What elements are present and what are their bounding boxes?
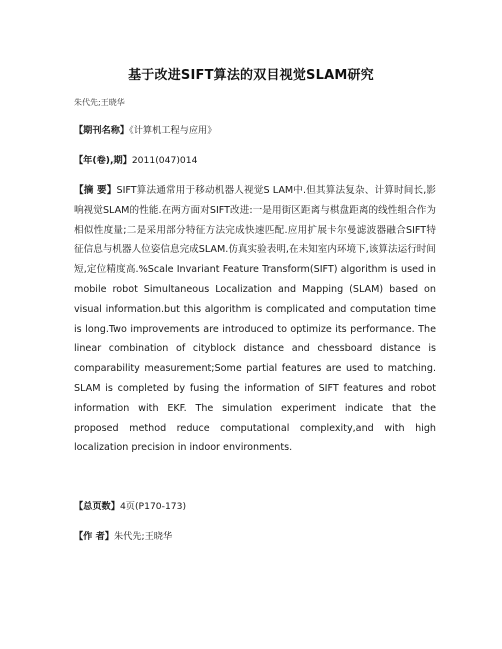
issue-value: 2011(047)014 [131,155,198,166]
author-field [74,527,436,547]
issue-label: 【年(卷),期】 [74,155,132,166]
issue-field [74,151,436,171]
abstract-field [74,181,436,458]
author-field-label: 【作 者】 [74,531,114,542]
paper-title: 基于改进SIFT算法的双目视觉SLAM研究 [128,68,374,83]
page-count-label: 【总页数】 [74,501,120,512]
journal-label: 【期刊名称】 [74,125,130,136]
author-line: 朱代先;王晓华 [74,98,125,107]
abstract-en: %Scale Invariant Feature Transform(SIFT) algorithm is used in mobile robot Simultaneous Localization and Mapping (SLAM) based on visual information.but this algorithm is complicated and computation time is long.Two improvements are introduced to optimize its performance. The linear combination of cityblock distance and chessboard distance is comparability measurement;Some partial features are used to matching. SLAM is completed by fusing the information of SIFT features and robot information with EKF. The simulation experiment indicate that the proposed method reduce computational complexity,and with high localization precision in indoor environments. [74,264,436,454]
abstract-label: 【摘 要】 [74,185,117,196]
journal-field [74,121,436,141]
journal-value: 《计算机工程与应用》 [129,125,217,136]
page-count-value: 4页(P170-173) [119,501,187,512]
abstract-zh: SIFT算法通常用于移动机器人视觉S LAM中.但其算法复杂、计算时间长,影响视觉SLAM的性能.在两方面对SIFT改进:一是用街区距离与棋盘距离的线性组合作为相似性度量;二是采用部分特征方法完成快速匹配.应用扩展卡尔曼滤波器融合SIFT特征信息与机器人位姿信息完成SLAM.仿真实验表明,在未知室内环境下,该算法运行时间短,定位精度高. [74,185,436,276]
page-count-field [74,497,436,517]
author-field-value: 朱代先;王晓华 [113,531,173,542]
